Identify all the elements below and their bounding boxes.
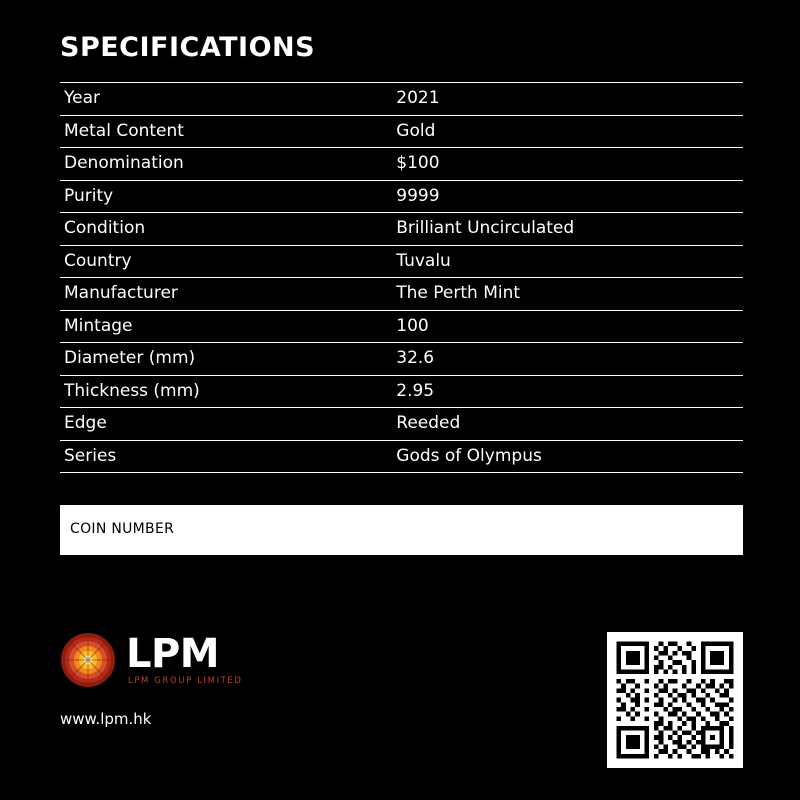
spec-value: 2.95: [392, 375, 743, 408]
website-link[interactable]: www.lpm.hk: [60, 710, 152, 728]
spec-label: Year: [60, 83, 392, 116]
table-row: [60, 148, 743, 181]
logo-wordmark: LPM: [126, 631, 220, 677]
spec-value: Gold: [392, 115, 743, 148]
spec-label: Series: [60, 440, 392, 473]
table-row: [60, 115, 743, 148]
table-row: [60, 310, 743, 343]
spec-value: 32.6: [392, 343, 743, 376]
spec-label: Edge: [60, 408, 392, 441]
spec-label: Thickness (mm): [60, 375, 392, 408]
table-row: [60, 245, 743, 278]
spec-value: Reeded: [392, 408, 743, 441]
specifications-table-body: [60, 83, 743, 473]
spec-value: Tuvalu: [392, 245, 743, 278]
spec-value: 100: [392, 310, 743, 343]
page-title: SPECIFICATIONS: [60, 32, 316, 63]
specifications-table: [60, 82, 743, 473]
table-row: [60, 343, 743, 376]
spec-label: Mintage: [60, 310, 392, 343]
spec-value: The Perth Mint: [392, 278, 743, 311]
spec-value: Gods of Olympus: [392, 440, 743, 473]
table-row: [60, 440, 743, 473]
lpm-flower-logo-icon: [60, 632, 116, 688]
spec-value: $100: [392, 148, 743, 181]
table-row: [60, 278, 743, 311]
coin-number-label: COIN NUMBER: [70, 521, 175, 537]
table-row: [60, 375, 743, 408]
table-row: [60, 213, 743, 246]
spec-label: Country: [60, 245, 392, 278]
table-row: [60, 180, 743, 213]
spec-value: Brilliant Uncirculated: [392, 213, 743, 246]
spec-label: Condition: [60, 213, 392, 246]
spec-label: Purity: [60, 180, 392, 213]
spec-value: 9999: [392, 180, 743, 213]
spec-label: Metal Content: [60, 115, 392, 148]
spec-label: Denomination: [60, 148, 392, 181]
spec-value: 2021: [392, 83, 743, 116]
spec-label: Manufacturer: [60, 278, 392, 311]
coin-number-field[interactable]: [60, 505, 743, 555]
table-row: [60, 408, 743, 441]
brand-footer: [60, 632, 320, 742]
logo-subtitle: LPM GROUP LIMITED: [128, 676, 243, 686]
table-row: [60, 83, 743, 116]
qr-code-icon[interactable]: [607, 632, 743, 768]
spec-label: Diameter (mm): [60, 343, 392, 376]
